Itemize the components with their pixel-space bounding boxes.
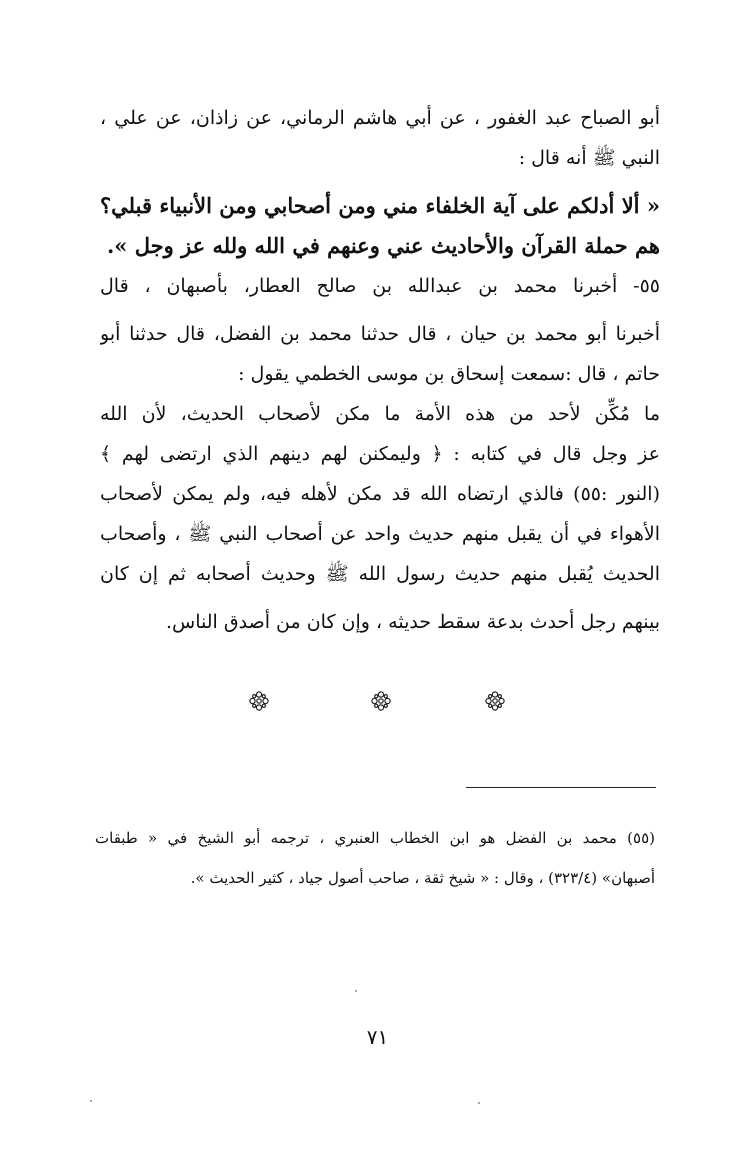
- scan-speck: [90, 1100, 92, 1102]
- hadith-line-2: هم حملة القرآن والأحاديث عني وعنهم في الله ولله عز وجل ».: [106, 233, 660, 258]
- text-line-10: (النور :٥٥) فالذي ارتضاه الله قد مكن لأهله فيه، ولم يمكن لأصحاب: [100, 483, 660, 505]
- text-line-1: أبو الصباح عبد الغفور ، عن أبي هاشم الرماني، عن زاذان، عن علي ،: [100, 107, 660, 129]
- text-line-2: النبي ﷺ أنه قال :: [518, 147, 660, 169]
- floral-ornament-icon: [370, 690, 392, 712]
- text-line-11: الأهواء في أن يقبل منهم حديث واحد عن أصحاب النبي ﷺ ، وأصحاب: [100, 523, 660, 545]
- floral-ornament-icon: [248, 690, 270, 712]
- section-ornaments: [0, 690, 755, 720]
- text-line-8: ما مُكِّن لأحد من هذه الأمة ما مكن لأصحاب الحديث، لأن الله: [100, 403, 660, 425]
- footnote-separator: [466, 787, 656, 788]
- hadith-line-1: « ألا أدلكم على آية الخلفاء مني ومن أصحابي ومن الأنبياء قبلي؟: [100, 193, 660, 218]
- text-line-7: حاتم ، قال :سمعت إسحاق بن موسى الخطمي يقول :: [238, 363, 660, 385]
- text-line-12: الحديث يُقبل منهم حديث رسول الله ﷺ وحديث أصحابه ثم إن كان: [100, 563, 660, 585]
- footnote-line-1: (٥٥) محمد بن الفضل هو ابن الخطاب العنبري ، ترجمه أبو الشيخ في « طبقات: [95, 829, 655, 847]
- scan-speck: [478, 1102, 480, 1104]
- text-line-13: بينهم رجل أحدث بدعة سقط حديثه ، وإن كان من أصدق الناس.: [166, 611, 660, 633]
- scan-speck: [355, 990, 357, 992]
- floral-ornament-icon: [484, 690, 506, 712]
- main-text: [100, 98, 660, 642]
- text-line-6: أخبرنا أبو محمد بن حيان ، قال حدثنا محمد بن الفضل، قال حدثنا أبو: [100, 323, 660, 345]
- quran-verse-line: عز وجل قال في كتابه : ﴿ وليمكنن لهم دينهم الذي ارتضى لهم ﴾: [100, 443, 660, 465]
- footnote-line-2: أصبهان» (٣٢٣/٤) ، وقال : « شيخ ثقة ، صاحب أصول جياد ، كثير الحديث ».: [190, 869, 655, 887]
- text-line-5: ٥٥- أخبرنا محمد بن عبدالله بن صالح العطار، بأصبهان ، قال: [100, 275, 660, 297]
- footnote: [95, 818, 655, 898]
- page-number: ٧١: [366, 1025, 389, 1049]
